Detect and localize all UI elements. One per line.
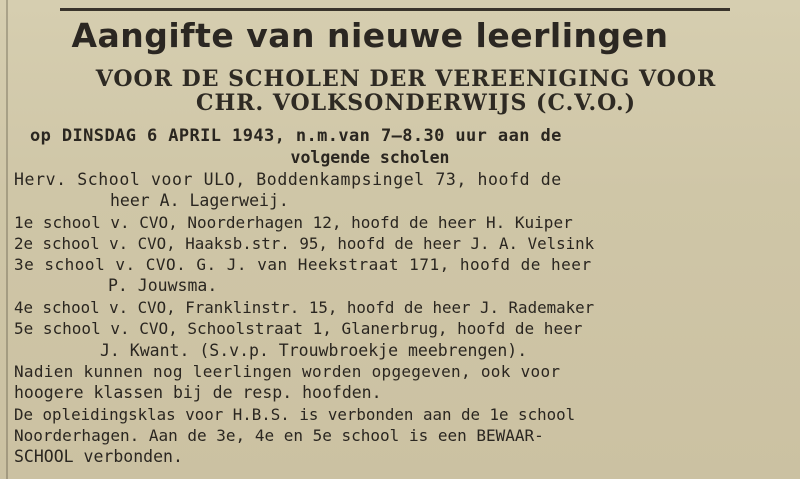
school-3-head: P. Jouwsma. <box>108 276 218 295</box>
date-line-cont: volgende scholen <box>290 148 450 167</box>
school-5: 5e school v. CVO, Schoolstraat 1, Glanerbrug, hoofd de heer <box>14 319 583 338</box>
school-ulo: Herv. School voor ULO, Boddenkampsingel 73, hoofd de <box>14 170 562 189</box>
top-rule <box>60 8 730 11</box>
note-line-5: SCHOOL verbonden. <box>14 447 183 466</box>
school-2: 2e school v. CVO, Haaksb.str. 95, hoofd de heer J. A. Velsink <box>14 234 595 253</box>
advert-subheading-2: CHR. VOLKSONDERWIJS (C.V.O.) <box>195 90 637 116</box>
note-line-2: hoogere klassen bij de resp. hoofden. <box>14 383 382 402</box>
school-1: 1e school v. CVO, Noorderhagen 12, hoofd de heer H. Kuiper <box>14 213 573 232</box>
school-ulo-head: heer A. Lagerweij. <box>110 191 289 210</box>
school-5-head: J. Kwant. (S.v.p. Trouwbroekje meebrengen). <box>100 341 528 360</box>
school-4: 4e school v. CVO, Franklinstr. 15, hoofd de heer J. Rademaker <box>14 298 595 317</box>
advert-subheading-1: VOOR DE SCHOLEN DER VEREENIGING VOOR <box>95 66 717 92</box>
advert-heading: Aangifte van nieuwe leerlingen <box>71 16 669 55</box>
school-3: 3e school v. CVO. G. J. van Heekstraat 171, hoofd de heer <box>14 255 592 274</box>
date-line: op DINSDAG 6 APRIL 1943, n.m.van 7—8.30 uur aan de <box>30 126 562 146</box>
note-line-1: Nadien kunnen nog leerlingen worden opgegeven, ook voor <box>14 362 561 381</box>
note-line-3: De opleidingsklas voor H.B.S. is verbonden aan de 1e school <box>14 405 576 424</box>
note-line-4: Noorderhagen. Aan de 3e, 4e en 5e school is een BEWAAR- <box>14 426 544 445</box>
